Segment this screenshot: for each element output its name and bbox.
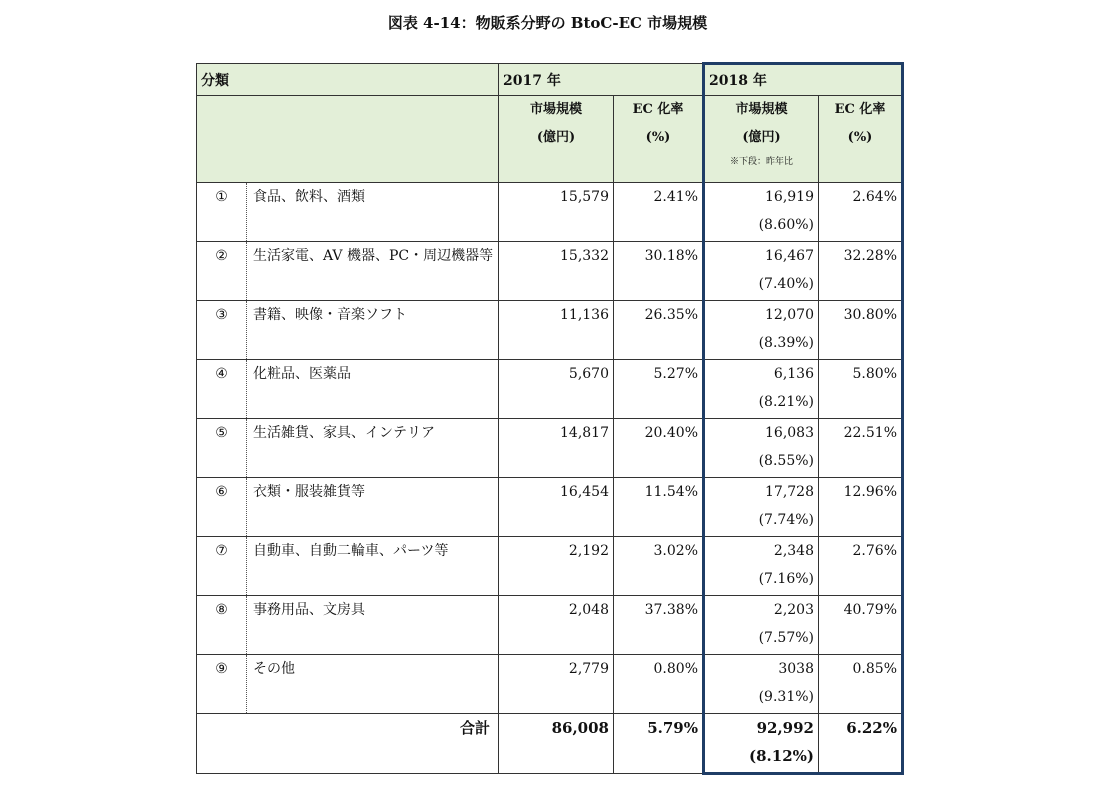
yoy-change: (8.39%) [758,335,814,351]
yoy-change: (7.57%) [758,630,814,646]
table-row [197,183,903,242]
ec-rate-2018: 2.64% [819,183,903,242]
ec-rate-2017: 5.27% [614,360,704,419]
market-size-2018: 2,348 [773,543,814,559]
row-category-label: その他 [247,655,499,714]
market-size-label: 市場規模 [735,102,788,117]
market-size-2018: 6,136 [773,366,814,382]
market-size-2017: 15,579 [499,183,614,242]
ec-rate-2018: 22.51% [819,419,903,478]
market-size-2018: 2,203 [773,602,814,618]
yoy-change: (7.74%) [758,512,814,528]
yoy-change: (9.31%) [758,689,814,705]
ec-rate-2018: 2.76% [819,537,903,596]
market-size-2018-cell [704,301,819,360]
market-size-2017: 5,670 [499,360,614,419]
market-size-2018-cell [704,655,819,714]
market-size-label: 市場規模 [529,102,582,117]
total-row [197,714,903,774]
ec-rate-2018: 5.80% [819,360,903,419]
market-size-2018-cell [704,242,819,301]
ec-rate-2017: 30.18% [614,242,704,301]
ec-rate-2017-header [614,96,704,183]
total-market-2018-value: 92,992 [756,719,814,737]
total-market-2018 [704,714,819,774]
market-size-2018: 16,467 [765,248,814,264]
category-header: 分類 [197,64,499,96]
market-size-2018-cell [704,183,819,242]
market-unit-label: (億円) [536,130,576,145]
table-row [197,301,903,360]
yoy-change: (8.55%) [758,453,814,469]
row-number: ② [197,242,247,301]
total-ec-rate-2018: 6.22% [819,714,903,774]
category-header-blank [197,96,499,183]
year-2018-header: 2018 年 [704,64,903,96]
market-size-2018: 17,728 [765,484,814,500]
ec-rate-2017: 0.80% [614,655,704,714]
total-market-2017: 86,008 [499,714,614,774]
row-number: ④ [197,360,247,419]
market-size-2018-header [704,96,819,183]
market-size-2018: 16,919 [765,189,814,205]
row-category-label: 書籍、映像・音楽ソフト [247,301,499,360]
total-label: 合計 [197,714,499,774]
ec-unit-label: (%) [847,130,873,145]
row-category-label: 化粧品、医薬品 [247,360,499,419]
row-category-label: 食品、飲料、酒類 [247,183,499,242]
table-row [197,478,903,537]
ec-rate-2017: 20.40% [614,419,704,478]
market-size-table [196,62,904,775]
row-category-label: 生活家電、AV 機器、PC・周辺機器等 [247,242,499,301]
row-category-label: 衣類・服装雑貨等 [247,478,499,537]
row-category-label: 自動車、自動二輪車、パーツ等 [247,537,499,596]
row-number: ① [197,183,247,242]
year-2017-header: 2017 年 [499,64,704,96]
market-size-2017: 14,817 [499,419,614,478]
yoy-change: (8.21%) [758,394,814,410]
market-size-2018: 12,070 [765,307,814,323]
market-size-2018-cell [704,478,819,537]
market-size-2018-cell [704,537,819,596]
table-row [197,655,903,714]
ec-rate-2017: 26.35% [614,301,704,360]
row-number: ⑦ [197,537,247,596]
yoy-note: ※下段：昨年比 [729,157,793,167]
row-category-label: 事務用品、文房具 [247,596,499,655]
table-row [197,360,903,419]
yoy-change: (8.60%) [758,217,814,233]
market-size-2017: 2,192 [499,537,614,596]
market-size-2018-cell [704,419,819,478]
row-number: ③ [197,301,247,360]
ec-rate-2017: 37.38% [614,596,704,655]
row-number: ⑥ [197,478,247,537]
row-number: ⑨ [197,655,247,714]
market-unit-label: (億円) [742,130,781,145]
ec-rate-2017: 3.02% [614,537,704,596]
yoy-change: (7.40%) [758,276,814,292]
ec-rate-label: EC 化率 [834,102,886,117]
ec-unit-label: (%) [645,130,671,145]
market-size-2017: 2,779 [499,655,614,714]
row-number: ⑤ [197,419,247,478]
table-row [197,242,903,301]
ec-rate-label: EC 化率 [632,102,684,117]
market-size-2018-cell [704,596,819,655]
ec-rate-2018: 32.28% [819,242,903,301]
total-yoy: (8.12%) [749,747,814,765]
ec-rate-2017: 2.41% [614,183,704,242]
market-size-2017: 11,136 [499,301,614,360]
table-row [197,537,903,596]
row-category-label: 生活雑貨、家具、インテリア [247,419,499,478]
market-size-2017: 15,332 [499,242,614,301]
ec-rate-2018: 0.85% [819,655,903,714]
ec-rate-2018-header [819,96,903,183]
ec-rate-2018: 12.96% [819,478,903,537]
market-size-2018-cell [704,360,819,419]
figure-title: 図表 4-14：物販系分野の BtoC-EC 市場規模 [387,14,708,32]
ec-rate-2017: 11.54% [614,478,704,537]
table-row [197,419,903,478]
market-size-2017-header [499,96,614,183]
market-size-2017: 2,048 [499,596,614,655]
market-size-2018: 16,083 [765,425,814,441]
ec-rate-2018: 40.79% [819,596,903,655]
row-number: ⑧ [197,596,247,655]
table-row [197,596,903,655]
yoy-change: (7.16%) [758,571,814,587]
market-size-2018: 3038 [778,661,814,677]
market-size-2017: 16,454 [499,478,614,537]
total-ec-rate-2017: 5.79% [614,714,704,774]
ec-rate-2018: 30.80% [819,301,903,360]
